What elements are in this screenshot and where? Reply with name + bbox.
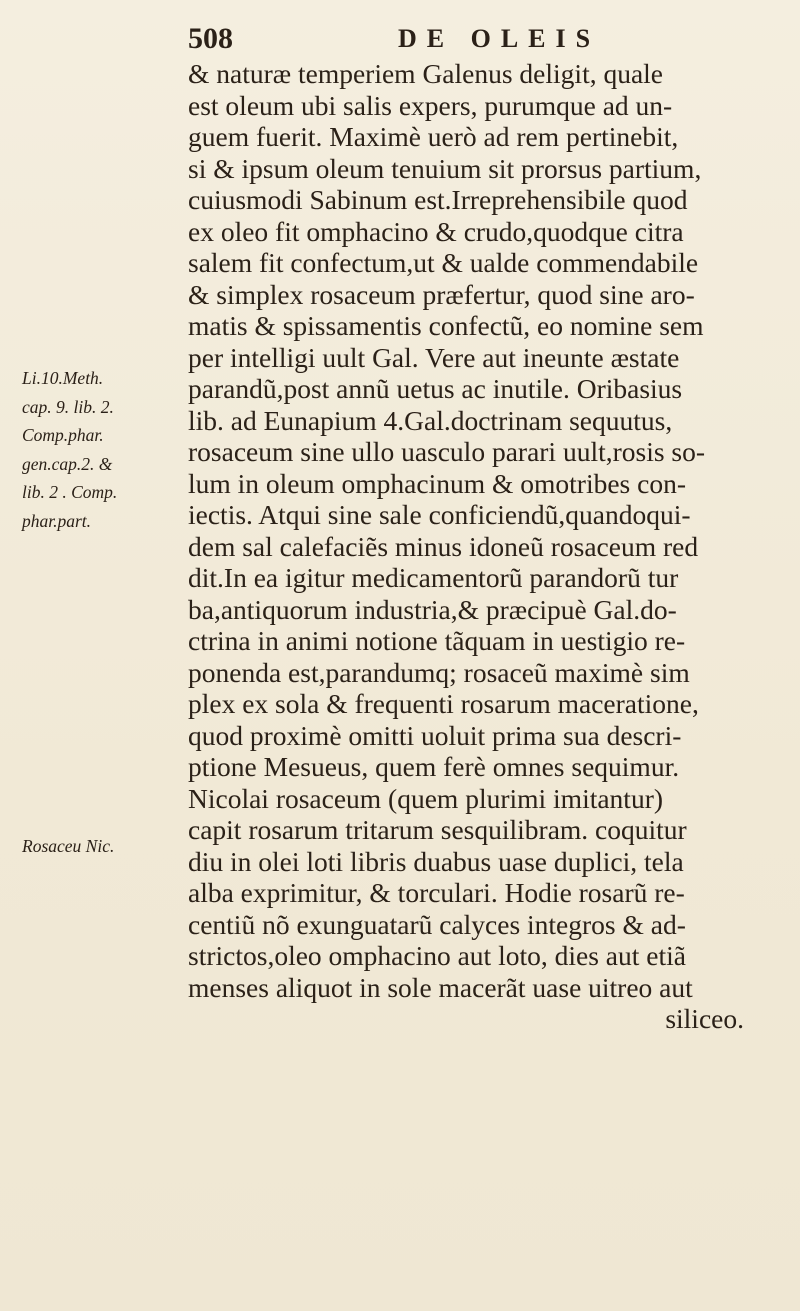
margin-note-line: gen.cap.2. & [22,453,113,474]
text-line: parandũ,post annũ uetus ac inutile. Oribasius [188,373,683,404]
text-line: salem fit confectum,ut & ualde commendabile [188,247,699,278]
text-line: lum in oleum omphacinum & omotribes con- [188,467,686,499]
page-header [188,18,768,58]
text-line: alba exprimitur, & torculari. Hodie rosarũ re- [188,877,685,908]
margin-note-line: Rosaceu Nic. [22,836,115,856]
text-line: quod proximè omitti uoluit prima sua descri- [188,719,682,751]
text-line: cuiusmodi Sabinum est.Irreprehensibile quod [188,184,688,215]
text-line: est oleum ubi salis expers, purumque ad un- [188,89,673,121]
margin-note-line: Comp.phar. [22,425,104,445]
main-text [188,58,778,1035]
margin-note-rosaceum [22,832,182,861]
text-line: rosaceum sine ullo uasculo parari uult,rosis so- [188,436,706,467]
text-line: ctrina in animi notione tãquam in uestigio re- [188,625,686,656]
text-line: & naturæ temperiem Galenus deligit, quale [188,58,664,89]
text-line: per intelligi uult Gal. Vere aut ineunte æstate [188,341,680,373]
text-line: capit rosarum tritarum sesquilibram. coquitur [188,814,687,845]
text-line: & simplex rosaceum præfertur, quod sine aro- [188,278,695,310]
margin-note-citation [22,364,182,535]
text-line: menses aliquot in sole macerãt uase uitreo aut [188,971,693,1003]
margin-note-line: lib. 2 . Comp. [22,482,118,502]
text-line: ptione Mesueus, quem ferè omnes sequimur. [188,751,680,782]
text-line: strictos,oleo omphacino aut loto, dies aut etiã [188,940,686,971]
text-line: dem sal calefaciẽs minus idoneũ rosaceum red [188,530,699,562]
text-line: ba,antiquorum industria,& præcipuè Gal.do- [188,593,677,625]
text-line: Nicolai rosaceum (quem plurimi imitantur) [188,782,664,814]
text-line: lib. ad Eunapium 4.Gal.doctrinam sequutus, [188,404,673,436]
text-line: diu in olei loti libris duabus uase duplici, tela [188,845,684,877]
text-line: dit.In ea igitur medicamentorũ parandorũ tur [188,562,679,593]
text-line: ponenda est,parandumq; rosaceũ maximè sim [188,656,690,688]
text-line: matis & spissamentis confectũ, eo nomine sem [188,310,704,341]
margin-note-line: phar.part. [22,510,92,531]
text-line: plex ex sola & frequenti rosarum maceratione, [188,688,699,719]
text-line-final: siliceo. [665,1003,744,1034]
margin-note-line: Li.10.Meth. [22,368,104,388]
margin-note-line: cap. 9. lib. 2. [22,396,114,417]
text-line: si & ipsum oleum tenuium sit prorsus partium, [188,152,702,184]
page-number: 508 [188,22,233,55]
text-line: guem fuerit. Maximè uerò ad rem pertinebit, [188,121,679,152]
running-head: DE OLEIS [398,24,601,53]
text-line: iectis. Atqui sine sale conficiendũ,quandoqui- [188,499,691,530]
text-line: centiũ nõ exunguatarũ calyces integros & ad- [188,908,686,940]
text-line: ex oleo fit omphacino & crudo,quodque citra [188,215,684,247]
